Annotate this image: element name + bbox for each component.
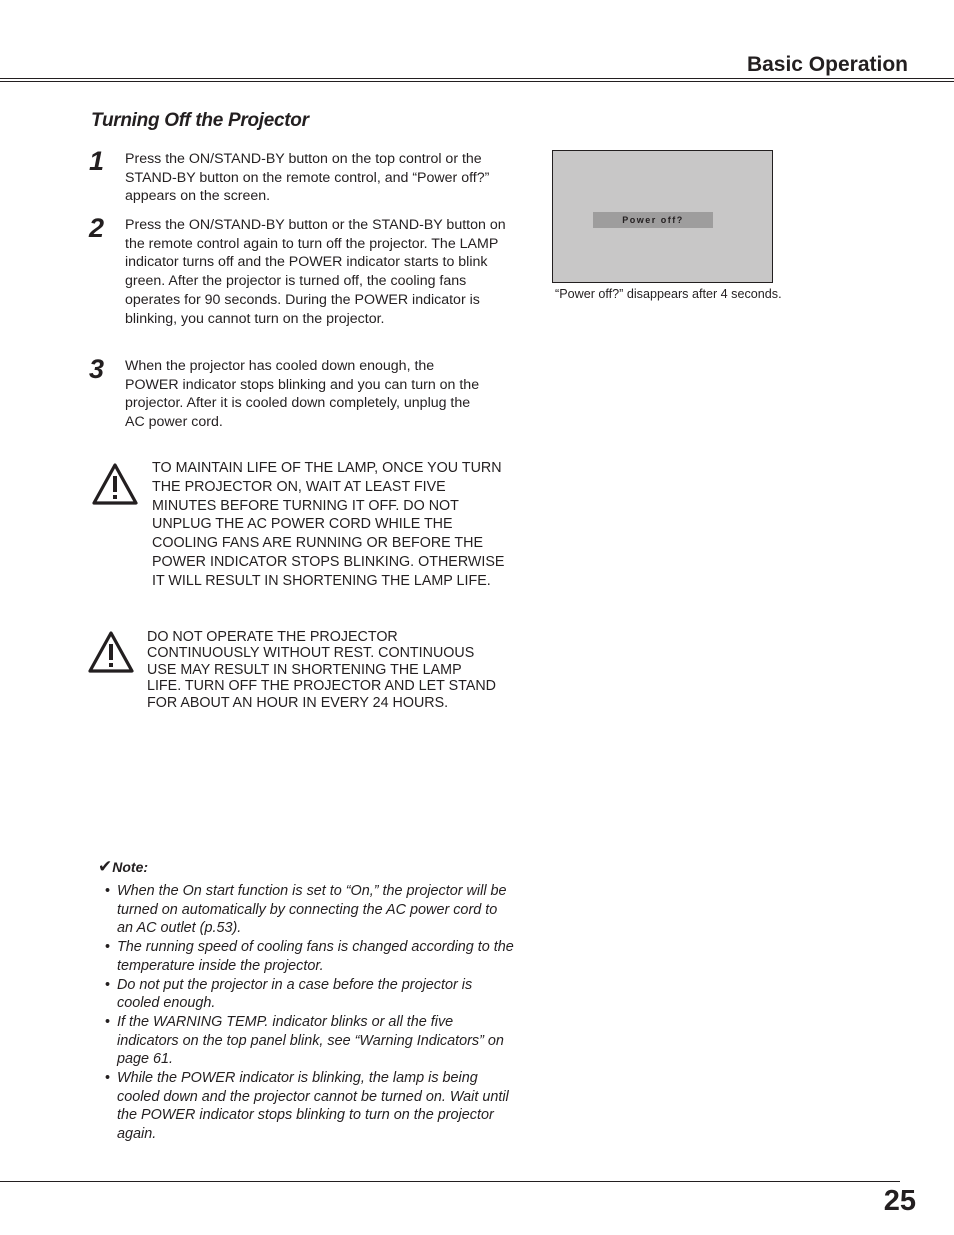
power-off-label: Power off? [593,212,713,228]
section-title: Basic Operation [746,53,908,76]
note-item: • The running speed of cooling fans is changed according to the temperature inside the projector. [105,938,515,975]
note-heading [98,857,148,877]
step-text-2: Press the ON/STAND-BY button or the STAND-BY button on the remote control again to turn off the projector. The LAMP indicator turns off and the POWER indicator starts to blink green. After the projector is turned off, the cooling fans operates for 90 seconds. During the POWER indicator is blinking, you cannot turn on the projector. [125,217,506,327]
page-heading: Turning Off the Projector [91,110,309,131]
note-item: • If the WARNING TEMP. indicator blinks or all the five indicators on the top panel blink, see “Warning Indicators” on page 61. [105,1013,515,1069]
header-rule [0,78,954,79]
step-text-3: When the projector has cooled down enough, the POWER indicator stops blinking and you can turn on the projector. After it is cooled down completely, unplug the AC power cord. [125,358,480,431]
header-rule-secondary [0,81,954,82]
warning-icon [88,630,134,674]
checkmark-icon: ✔ [98,857,113,876]
footer-rule [0,1181,900,1182]
screen-caption: “Power off?” disappears after 4 seconds. [555,287,782,301]
step-number-1: 1 [89,146,105,176]
note-item: • When the On start function is set to “On,” the projector will be turned on automatically by connecting the AC power cord to an AC outlet (p.53). [105,882,515,938]
warning-icon [92,462,138,506]
note-title: Note: [112,859,149,875]
warning-text-lamp-life: TO MAINTAIN LIFE OF THE LAMP, ONCE YOU TURN THE PROJECTOR ON, WAIT AT LEAST FIVE MINUTES BEFORE TURNING IT OFF. DO NOT UNPLUG THE AC POWER CORD WHILE THE COOLING FANS ARE RUNNING OR BEFORE THE POWER INDICATOR STOPS BLINKING. OTHERWISE IT WILL RESULT IN SHORTENING THE LAMP LIFE. [152,460,505,589]
note-list [105,882,515,1144]
power-off-screen [552,150,773,283]
warning-text-continuous-use: DO NOT OPERATE THE PROJECTOR CONTINUOUSLY WITHOUT REST. CONTINUOUS USE MAY RESULT IN SHORTENING THE LAMP LIFE. TURN OFF THE PROJECTOR AND LET STAND FOR ABOUT AN HOUR IN EVERY 24 HOURS. [147,629,497,711]
step-number-2: 2 [89,213,105,243]
step-text-1: Press the ON/STAND-BY button on the top control or the STAND-BY button on the remote control, and “Power off?” appears on the screen. [125,151,490,205]
page-number: 25 [883,1185,916,1217]
step-number-3: 3 [89,354,105,384]
note-item: • While the POWER indicator is blinking, the lamp is being cooled down and the projector cannot be turned on. Wait until the POWER indicator stops blinking to turn on the projector again. [105,1069,515,1144]
note-item: • Do not put the projector in a case before the projector is cooled enough. [105,976,515,1013]
